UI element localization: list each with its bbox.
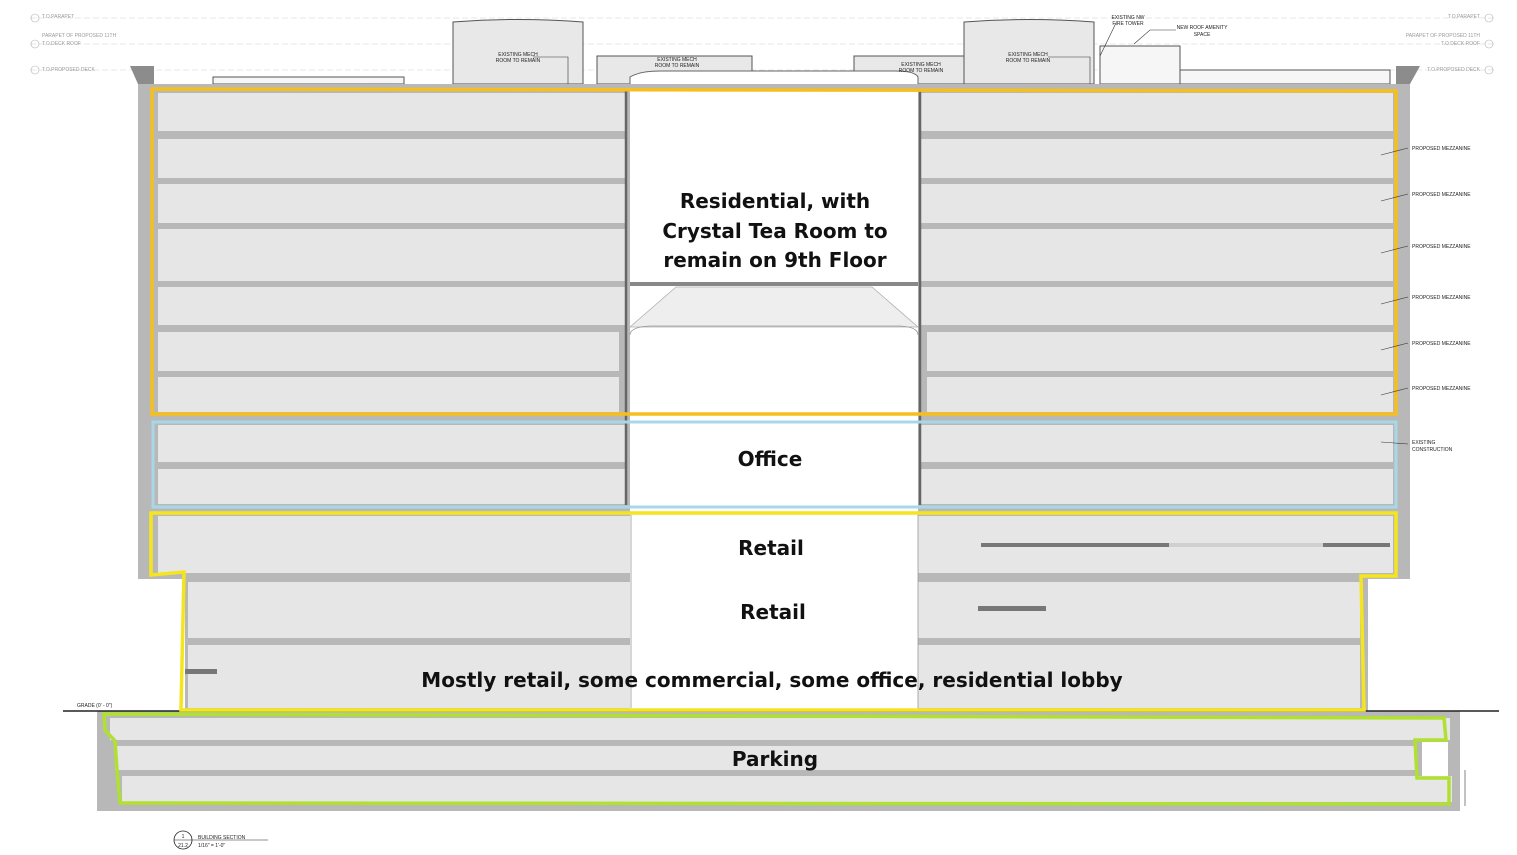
level-lines [30,18,1495,70]
fire-tower-note-line-2: FIRE TOWER [1112,21,1144,27]
mech-note-left-line-2: ROOM TO REMAIN [495,58,541,64]
level-label-left-4: T.O.PROPOSED DECK [42,67,95,73]
floor-plate-16 [921,425,1393,462]
floor-plate-18 [921,469,1393,504]
construction-note-line-1: EXISTING [1412,440,1436,446]
residential-label-line-1: Residential, with [679,189,871,213]
floor-plate-12 [927,332,1393,371]
floor-plate-15 [158,425,625,462]
mezzanine-note-4: PROPOSED MEZZANINE [1412,295,1471,301]
floor-plate-13 [158,377,619,412]
residential-label-line-2: Crystal Tea Room to [662,219,888,243]
mech-note-center-right-line-2: ROOM TO REMAIN [898,68,944,74]
level-label-right-4: T.O.PROPOSED DECK [1427,67,1480,73]
mech-note-right-line-2: ROOM TO REMAIN [1005,58,1051,64]
amenity-note-line-1: NEW ROOF AMENITY [1176,25,1228,31]
residential-label-line-3: remain on 9th Floor [663,248,887,272]
mech-note-center-right-line-1: EXISTING MECH [901,62,941,68]
mech-note-center-left-line-2: ROOM TO REMAIN [654,63,700,69]
amenity-note-line-2: SPACE [1193,32,1211,38]
floor-plate-17 [158,469,625,504]
floor-plate-6 [921,184,1393,223]
floor-plate-4 [921,139,1393,178]
mixed-use-label: Mostly retail, some commercial, some office, residential lobby [421,668,1123,692]
floor-plate-11 [158,332,619,371]
fire-tower-note-line-1: EXISTING NW [1111,15,1145,21]
section-tag-title: BUILDING SECTION [198,835,246,841]
floor-plate-2 [921,93,1393,131]
floor-plate-10 [921,287,1393,325]
floor-plate-21 [188,582,630,638]
floor-plate-7 [158,229,625,281]
mech-note-right-line-1: EXISTING MECH [1008,52,1048,58]
level-label-right-1: T.O.PARAPET [1447,14,1480,20]
level-label-left-1: T.O.PARAPET [42,14,75,20]
atrium-skylight [630,71,918,86]
section-tag-number: 1 [181,834,185,840]
floor-plate-27 [122,776,1452,802]
floor-plate-25 [110,718,1450,740]
level-label-right-3: T.O.DECK ROOF [1441,41,1480,47]
section-tag-scale: 1/16" = 1'-0" [198,843,226,849]
floor-plate-3 [158,139,625,178]
floor-plate-1 [158,93,625,131]
floor-plate-14 [927,377,1393,412]
floor-plate-5 [158,184,625,223]
level-label-left-2: PARAPET OF PROPOSED 11TH [42,33,117,39]
office-label: Office [737,447,803,471]
floor-plate-9 [158,287,625,325]
mezzanine-note-6: PROPOSED MEZZANINE [1412,386,1471,392]
floor-plate-19 [158,516,630,573]
mech-note-left-line-1: EXISTING MECH [498,52,538,58]
parking-ramp-opening [1422,742,1448,776]
level-label-right-2: PARAPET OF PROPOSED 11TH [1405,33,1480,39]
construction-note-line-2: CONSTRUCTION [1412,447,1453,453]
mech-note-center-left-line-1: EXISTING MECH [657,57,697,63]
mezzanine-note-3: PROPOSED MEZZANINE [1412,244,1471,250]
floor-plate-8 [921,229,1393,281]
mezzanine-note-1: PROPOSED MEZZANINE [1412,146,1471,152]
retail-upper-label: Retail [738,536,804,560]
mezzanine-note-2: PROPOSED MEZZANINE [1412,192,1471,198]
grade-label: GRADE (0' - 0") [77,703,113,709]
mezzanine-note-5: PROPOSED MEZZANINE [1412,341,1471,347]
parking-label: Parking [731,747,819,771]
level-label-left-3: T.O.DECK ROOF [42,41,81,47]
section-tag-sheet: 21.2 [178,843,188,849]
retail-lower-label: Retail [740,600,806,624]
